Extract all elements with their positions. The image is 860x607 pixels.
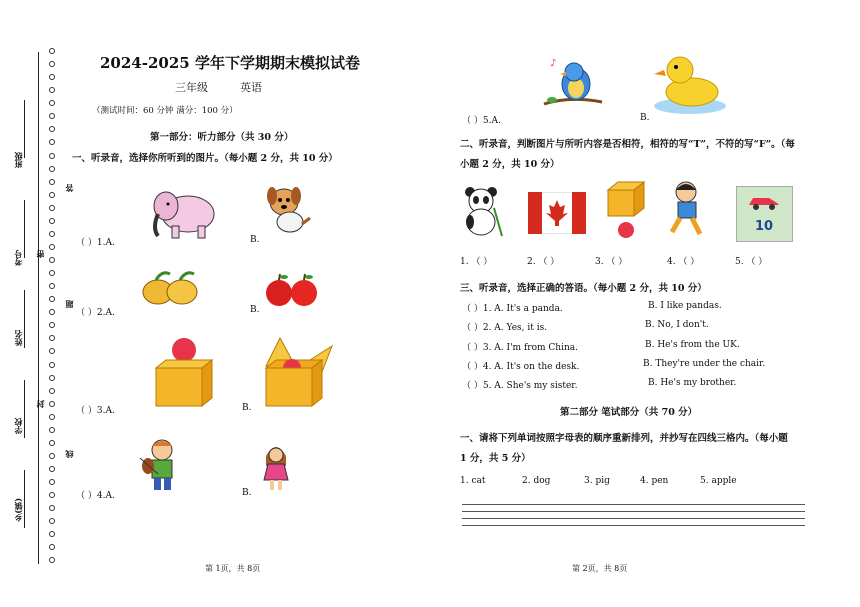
q1-item-4-b: B. xyxy=(242,488,252,498)
q1-item-2: （ ）2.A. xyxy=(76,308,115,318)
q3-item-5-b: B. He's my brother. xyxy=(648,378,737,388)
q3-item-3-b: B. He's from the UK. xyxy=(645,340,740,350)
q3-heading: 三、听录音，选择正确的答语。（每小题 2 分，共 10 分） xyxy=(460,283,707,294)
writing-line xyxy=(462,504,805,505)
car-icon xyxy=(747,193,781,211)
page1-footer: 第 1页，共 8页 xyxy=(205,564,261,573)
q3-item-5-a: （ ）5. A. She's my sister. xyxy=(462,381,578,391)
word-3: 3. pig xyxy=(584,476,610,486)
q3-item-3-a: （ ）3. A. I'm from China. xyxy=(462,343,578,353)
seal-char: 线 xyxy=(64,450,74,458)
mango-image xyxy=(140,268,202,308)
bird-image xyxy=(540,54,606,114)
exam-title: 2024-2025 学年下学期期末模拟试卷 xyxy=(100,54,360,72)
w1-heading-line2: 1 分，共 5 分） xyxy=(460,453,531,464)
q1-item-5-b: B. xyxy=(640,113,650,123)
binding-label-school: 学校 xyxy=(13,418,23,434)
clock-card xyxy=(736,186,793,242)
q3-item-1-a: （ ）1. A. It's a panda. xyxy=(462,304,563,314)
q2-heading-line1: 二、听录音，判断图片与所听内容是否相符，相符的写“T”，不符的写“F”。（每 xyxy=(460,139,795,150)
w1-heading-line1: 一、请将下列单词按照字母表的顺序重新排列，并抄写在四线三格内。（每小题 xyxy=(460,433,788,444)
girl-image xyxy=(262,442,290,492)
exam-subject: 英语 xyxy=(240,81,262,94)
word-4: 4. pen xyxy=(640,476,669,486)
q1-item-4: （ ）4.A. xyxy=(76,491,115,501)
violin-boy-image xyxy=(138,438,182,492)
exam-grade: 三年级 xyxy=(175,81,208,94)
word-1: 1. cat xyxy=(460,476,486,486)
svg-text:♪: ♪ xyxy=(550,58,557,69)
binding-label-number: 考号 xyxy=(13,250,23,266)
seal-char: 封 xyxy=(35,400,45,408)
q3-item-4-b: B. They're under the chair. xyxy=(643,359,766,369)
q3-item-1-b: B. I like pandas. xyxy=(648,301,722,311)
q2-answer-5: 5. （ ） xyxy=(735,257,768,267)
seal-char: 密 xyxy=(35,250,45,258)
part1-heading: 第一部分：听力部分（共 30 分） xyxy=(150,132,294,143)
binding-line xyxy=(38,52,39,564)
writing-line xyxy=(462,525,805,526)
duck-image xyxy=(650,52,730,116)
q1-item-1: （ ）1.A. xyxy=(76,238,115,248)
binding-label-town: 乡(镇) xyxy=(13,498,23,522)
apple-image xyxy=(264,272,320,308)
q2-heading-line2: 小题 2 分，共 10 分） xyxy=(460,159,560,170)
q3-item-4-a: （ ）4. A. It's on the desk. xyxy=(462,362,580,372)
part2-heading: 第二部分 笔试部分（共 70 分） xyxy=(560,407,698,418)
running-boy-image xyxy=(664,180,708,240)
q3-item-2-b: B. No, I don't. xyxy=(645,320,709,330)
binding-label-class: 班级 xyxy=(13,152,23,168)
seal-char: 题 xyxy=(64,300,74,308)
binding-circles xyxy=(48,48,56,564)
word-2: 2. dog xyxy=(522,476,551,486)
panda-image xyxy=(460,184,506,238)
q1-heading: 一、听录音，选择你所听到的图片。（每小题 2 分，共 10 分） xyxy=(72,153,338,164)
exam-info: （测试时间：60 分钟 满分：100 分） xyxy=(92,106,238,116)
q3-item-2-a: （ ）2. A. Yes, it is. xyxy=(462,323,548,333)
card-number: 10 xyxy=(755,219,774,234)
canada-flag-image xyxy=(528,192,586,234)
q1-item-3: （ ）3.A. xyxy=(76,406,115,416)
binding-label-name: 姓名 xyxy=(13,330,23,346)
word-5: 5. apple xyxy=(700,476,737,486)
page2-footer: 第 2页，共 8页 xyxy=(572,564,628,573)
q1-item-2-b: B. xyxy=(250,305,260,315)
q1-item-5: （ ）5.A. xyxy=(462,116,501,126)
q2-answer-2: 2. （ ） xyxy=(527,257,560,267)
box-and-ball-image xyxy=(604,178,648,240)
q1-item-1-b: B. xyxy=(250,235,260,245)
q1-item-3-b: B. xyxy=(242,403,252,413)
q2-answer-4: 4. （ ） xyxy=(667,257,700,267)
q2-answer-1: 1. （ ） xyxy=(460,257,493,267)
ball-on-box-image xyxy=(152,338,216,410)
seal-char: 答 xyxy=(64,184,74,192)
writing-line xyxy=(462,511,805,512)
writing-line xyxy=(462,518,805,519)
q2-answer-3: 3. （ ） xyxy=(595,257,628,267)
dog-image xyxy=(260,182,312,238)
elephant-image xyxy=(148,184,224,242)
ball-in-box-image xyxy=(262,332,336,410)
